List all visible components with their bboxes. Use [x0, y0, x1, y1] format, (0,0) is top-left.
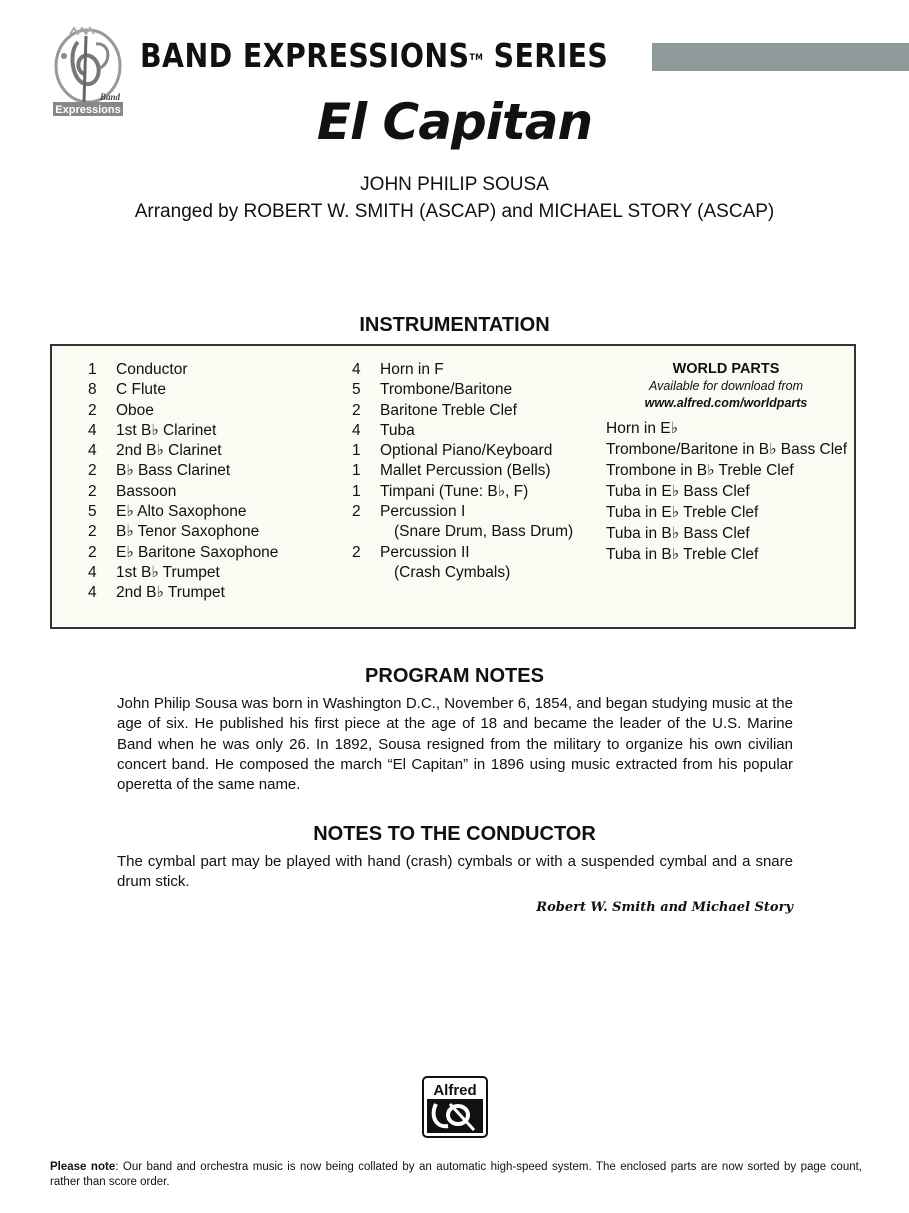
world-parts [606, 360, 856, 565]
instrument-row [88, 482, 278, 502]
instrument-quantity: 2 [352, 543, 361, 561]
instrument-quantity: 4 [352, 361, 361, 378]
instrument-row [88, 502, 278, 522]
instrument-quantity: 2 [88, 401, 97, 419]
collation-note [50, 1160, 862, 1190]
instrument-quantity: 2 [352, 503, 361, 521]
instrument-name: Percussion I [380, 503, 466, 521]
instrument-quantity: 2 [88, 543, 97, 561]
svg-text:Band: Band [99, 92, 121, 102]
instrument-name: 1st B♭ Clarinet [116, 421, 217, 439]
world-part-item: Horn in E♭ [606, 420, 678, 437]
instrument-name: Oboe [116, 401, 154, 419]
alfred-publisher-logo [422, 1076, 488, 1138]
composer: JOHN PHILIP SOUSA [360, 174, 549, 195]
instrument-quantity: 4 [88, 563, 97, 581]
instrument-row [352, 360, 573, 380]
instrument-row [88, 543, 278, 563]
instrument-quantity: 4 [88, 584, 97, 602]
instrument-row [352, 482, 573, 502]
world-parts-list [606, 418, 856, 565]
instrument-row [88, 583, 278, 603]
instrument-row [352, 543, 573, 563]
instrument-name: Bassoon [116, 482, 177, 500]
world-part-item: Tuba in E♭ Bass Clef [606, 483, 750, 500]
instrument-column-1 [88, 360, 278, 604]
note-label: Please note [50, 1161, 116, 1173]
instrument-column-2 [352, 360, 573, 583]
instrument-subnote: (Snare Drum, Bass Drum) [394, 523, 574, 541]
instrument-name: Conductor [116, 361, 188, 378]
trademark-mark: TM [469, 53, 484, 63]
instrument-row [88, 360, 278, 380]
instrument-quantity: 8 [88, 381, 97, 399]
instrument-row [352, 380, 573, 400]
instrument-name: Trombone/Baritone [380, 381, 513, 399]
instrument-quantity: 2 [88, 523, 97, 541]
instrument-row [88, 563, 278, 583]
instrument-row [352, 421, 573, 441]
instrument-quantity: 1 [352, 462, 361, 480]
program-notes-text: John Philip Sousa was born in Washington D.C., November 6, 1854, and began studying music at the age of six. He published his first piece at the age of 18 and became the leader of the U.S. Marine Band when he was only 26. In 1892, Sousa resigned from the military to organize his own civilian concert band. He composed the march “El Capitan” in 1896 using music extracted from his popular operetta of the same name. [117, 695, 793, 794]
instrument-quantity: 1 [88, 361, 97, 378]
instrument-name: Tuba [380, 421, 415, 439]
instrument-name: B♭ Tenor Saxophone [116, 523, 260, 541]
instrument-quantity: 5 [88, 503, 97, 521]
instrument-name: Percussion II [380, 543, 470, 561]
instrument-name: Timpani (Tune: B♭, F) [380, 482, 529, 500]
world-parts-title: WORLD PARTS [672, 361, 780, 377]
instrument-quantity: 2 [88, 462, 97, 480]
conductor-notes-heading: NOTES TO THE CONDUCTOR [313, 823, 596, 845]
alfred-logo-icon [422, 1076, 488, 1138]
series-title [140, 38, 608, 74]
instrument-name: C Flute [116, 381, 166, 399]
instrument-row [88, 522, 278, 542]
instrument-quantity: 2 [352, 401, 361, 419]
instrument-row [88, 461, 278, 481]
instrument-name: Horn in F [380, 361, 444, 378]
instrument-row [352, 461, 573, 481]
instrument-row [352, 502, 573, 522]
instrumentation-box [50, 344, 856, 629]
instrument-name: 1st B♭ Trumpet [116, 563, 220, 581]
instrument-quantity: 4 [88, 442, 97, 460]
instrument-quantity: 1 [352, 482, 361, 500]
note-text: : Our band and orchestra music is now being collated by an automatic high-speed system. The enclosed parts are now sorted by page count, rather than score order. [50, 1161, 862, 1188]
svg-text:Alfred: Alfred [433, 1082, 477, 1099]
arranger-signature: Robert W. Smith and Michael Story [536, 900, 793, 915]
instrumentation-heading: INSTRUMENTATION [359, 314, 550, 336]
series-banner-bar [652, 43, 909, 71]
instrument-name: E♭ Alto Saxophone [116, 503, 247, 521]
world-parts-url[interactable]: www.alfred.com/worldparts [644, 396, 808, 410]
program-notes-heading: PROGRAM NOTES [365, 665, 544, 687]
instrument-quantity: 4 [88, 421, 97, 439]
instrument-row [88, 441, 278, 461]
instrument-name: E♭ Baritone Saxophone [116, 543, 279, 561]
instrument-row [352, 441, 573, 461]
world-part-item: Tuba in E♭ Treble Clef [606, 504, 759, 521]
instrument-quantity: 2 [88, 482, 97, 500]
instrument-row [352, 401, 573, 421]
instrument-name: Baritone Treble Clef [380, 401, 517, 419]
arranger-credit: Arranged by ROBERT W. SMITH (ASCAP) and MICHAEL STORY (ASCAP) [134, 201, 775, 222]
instrument-name: 2nd B♭ Clarinet [116, 442, 222, 460]
instrument-quantity: 4 [352, 421, 361, 439]
instrument-name: Mallet Percussion (Bells) [380, 462, 551, 480]
world-part-item: Tuba in B♭ Bass Clef [606, 525, 750, 542]
instrument-name: Optional Piano/Keyboard [380, 442, 553, 460]
piece-title: El Capitan [316, 93, 593, 151]
instrument-row [88, 380, 278, 400]
series-suffix: SERIES [483, 36, 609, 75]
instrument-name: B♭ Bass Clarinet [116, 462, 231, 480]
conductor-notes-text: The cymbal part may be played with hand (crash) cymbals or with a suspended cymbal and a snare drum stick. [117, 853, 793, 891]
series-name: BAND EXPRESSIONS [140, 36, 470, 75]
instrument-row [88, 421, 278, 441]
svg-text:Expressions: Expressions [55, 104, 121, 116]
world-part-item: Trombone in B♭ Treble Clef [606, 462, 794, 479]
instrument-quantity: 1 [352, 442, 361, 460]
instrument-subnote: (Crash Cymbals) [394, 563, 511, 581]
world-parts-availability: Available for download from [648, 379, 804, 393]
instrument-quantity: 5 [352, 381, 361, 399]
world-part-item: Trombone/Baritone in B♭ Bass Clef [606, 441, 848, 458]
instrument-row [88, 401, 278, 421]
instrument-name: 2nd B♭ Trumpet [116, 584, 225, 602]
world-part-item: Tuba in B♭ Treble Clef [606, 546, 759, 563]
